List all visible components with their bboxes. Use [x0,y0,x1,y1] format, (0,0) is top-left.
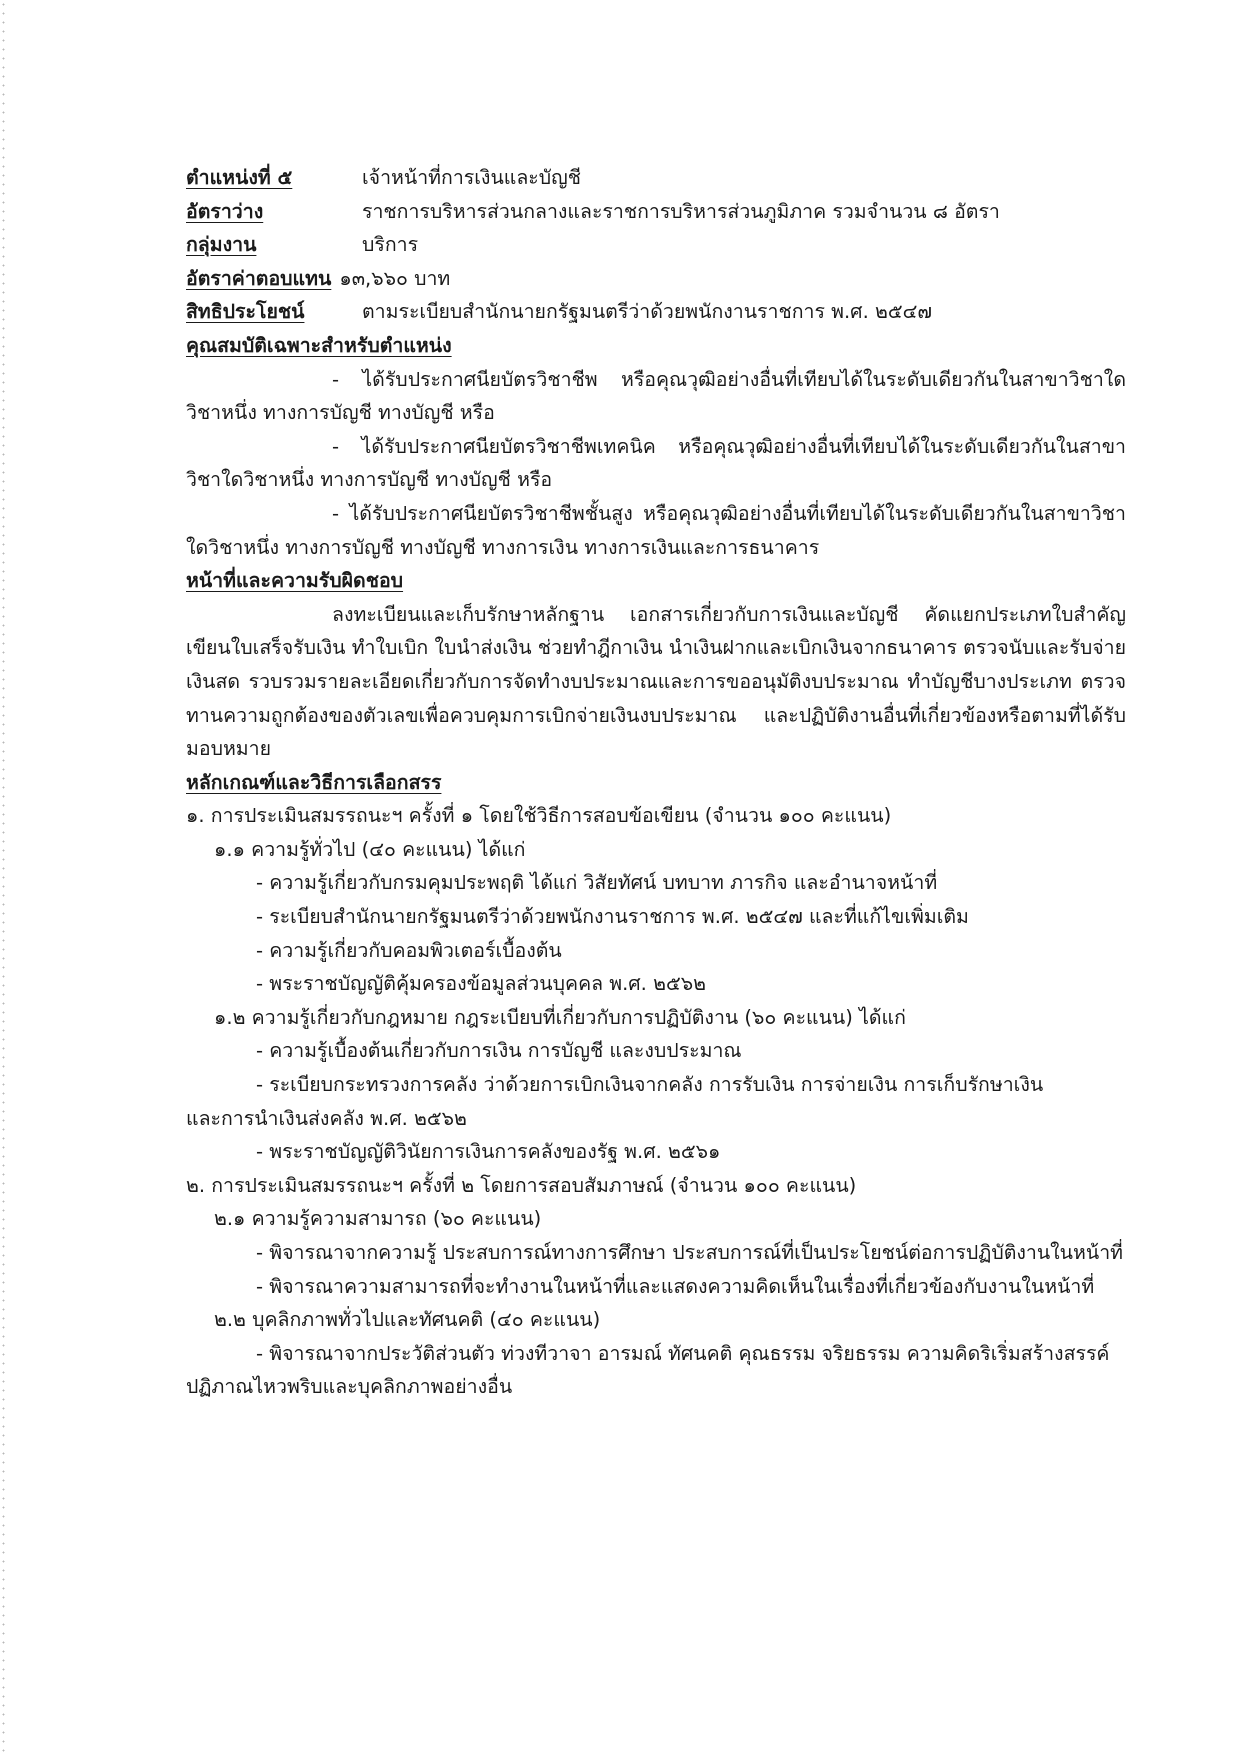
section-1-2-item-continued: และการนำเงินส่งคลัง พ.ศ. ๒๕๖๒ [186,1106,467,1130]
section-1-title: ๑. การประเมินสมรรถนะฯ ครั้งที่ ๑ โดยใช้วิธีการสอบข้อเขียน (จำนวน ๑๐๐ คะแนน) [186,804,892,828]
benefits-row [186,295,1126,329]
duties-heading: หน้าที่และความรับผิดชอบ [186,569,404,593]
selection-heading: หลักเกณฑ์และวิธีการเลือกสรร [186,770,442,794]
section-2-1-item: - พิจารณาความสามารถที่จะทำงานในหน้าที่และแสดงความคิดเห็นในเรื่องที่เกี่ยวข้องกับงานในหน้าที่ [256,1274,1095,1298]
section-2-title: ๒. การประเมินสมรรถนะฯ ครั้งที่ ๒ โดยการสอบสัมภาษณ์ (จำนวน ๑๐๐ คะแนน) [186,1173,857,1197]
section-2-1-item: - พิจารณาจากความรู้ ประสบการณ์ทางการศึกษา ประสบการณ์ที่เป็นประโยชน์ต่อการปฏิบัติงานในหน้าที่ [256,1241,1123,1264]
scan-margin-marks [2,0,5,1754]
benefits-value: ตามระเบียบสำนักนายกรัฐมนตรีว่าด้วยพนักงานราชการ พ.ศ. ๒๕๔๗ [362,300,932,324]
position-label: ตำแหน่งที่ ๕ [186,166,293,189]
section-1-1-item: - พระราชบัญญัติคุ้มครองข้อมูลส่วนบุคคล พ.ศ. ๒๕๖๒ [256,972,706,996]
group-label: กลุ่มงาน [186,233,257,257]
section-1-1-item: - ความรู้เกี่ยวกับกรมคุมประพฤติ ได้แก่ วิสัยทัศน์ บทบาท ภารกิจ และอำนาจหน้าที่ [256,871,938,895]
section-1-2-item: - ความรู้เบื้องต้นเกี่ยวกับการเงิน การบัญชี และงบประมาณ [256,1039,742,1063]
section-1-1-title: ๑.๑ ความรู้ทั่วไป (๔๐ คะแนน) ได้แก่ [214,837,526,861]
qualification-item: - ได้รับประกาศนียบัตรวิชาชีพชั้นสูง หรือคุณวุฒิอย่างอื่นที่เทียบได้ในระดับเดียวกันในสาขาวิชาใดวิชาหนึ่ง ทางการบัญชี ทางบัญชี ทางการเงิน ทางการเงินและการธนาคาร [186,501,1126,559]
duties-text: ลงทะเบียนและเก็บรักษาหลักฐาน เอกสารเกี่ยวกับการเงินและบัญชี คัดแยกประเภทใบสำคัญ เขียนใบเสร็จรับเงิน ทำใบเบิก ใบนำส่งเงิน ช่วยทำฎีกาเงิน นำเงินฝากและเบิกเงินจากธนาคาร ตรวจนับและรับจ่ายเงินสด รวบรวมรายละเอียดเกี่ยวกับการจัดทำงบประมาณและการขออนุมัติงบประมาณ ทำบัญชีบางประเภท ตรวจทานความถูกต้องของตัวเลขเพื่อควบคุมการเบิกจ่ายเงินงบประมาณ และปฏิบัติงานอื่นที่เกี่ยวข้องหรือตามที่ได้รับมอบหมาย [186,602,1126,761]
qualifications-heading: คุณสมบัติเฉพาะสำหรับตำแหน่ง [186,333,452,357]
group-value: บริการ [362,233,419,257]
section-1-2-title: ๑.๒ ความรู้เกี่ยวกับกฎหมาย กฎระเบียบที่เกี่ยวกับการปฏิบัติงาน (๖๐ คะแนน) ได้แก่ [214,1005,906,1029]
group-row [186,228,1126,262]
salary-value: ๑๓,๖๖๐ บาท [339,266,451,290]
qualification-item: - ได้รับประกาศนียบัตรวิชาชีพเทคนิค หรือคุณวุฒิอย่างอื่นที่เทียบได้ในระดับเดียวกันในสาขาวิชาใดวิชาหนึ่ง ทางการบัญชี ทางบัญชี หรือ [186,434,1126,492]
section-1-2-item: - ระเบียบกระทรวงการคลัง ว่าด้วยการเบิกเงินจากคลัง การรับเงิน การจ่ายเงิน การเก็บรักษาเงิน [256,1073,1044,1097]
section-2-1-title: ๒.๑ ความรู้ความสามารถ (๖๐ คะแนน) [214,1207,542,1231]
section-1-1-item: - ความรู้เกี่ยวกับคอมพิวเตอร์เบื้องต้น [256,938,562,962]
vacancy-row [186,195,1126,229]
benefits-label: สิทธิประโยชน์ [186,300,305,324]
section-1-1-item: - ระเบียบสำนักนายกรัฐมนตรีว่าด้วยพนักงานราชการ พ.ศ. ๒๕๔๗ และที่แก้ไขเพิ่มเติม [256,905,969,929]
vacancy-value: ราชการบริหารส่วนกลางและราชการบริหารส่วนภูมิภาค รวมจำนวน ๘ อัตรา [362,199,1000,223]
section-2-2-item: - พิจารณาจากประวัติส่วนตัว ท่วงทีวาจา อารมณ์ ทัศนคติ คุณธรรม จริยธรรม ความคิดริเริ่มสร้างสรรค์ [256,1341,1110,1365]
document-page [186,161,1126,1404]
vacancy-label: อัตราว่าง [186,199,264,223]
section-2-2-title: ๒.๒ บุคลิกภาพทั่วไปและทัศนคติ (๔๐ คะแนน) [214,1308,601,1332]
salary-row [186,262,1126,296]
position-value: เจ้าหน้าที่การเงินและบัญชี [362,166,581,189]
section-2-2-item-continued: ปฏิภาณไหวพริบและบุคลิกภาพอย่างอื่น [186,1375,513,1399]
qualification-item: - ได้รับประกาศนียบัตรวิชาชีพ หรือคุณวุฒิอย่างอื่นที่เทียบได้ในระดับเดียวกันในสาขาวิชาใดวิชาหนึ่ง ทางการบัญชี ทางบัญชี หรือ [186,367,1126,425]
position-row [186,161,1126,195]
salary-label: อัตราค่าตอบแทน [186,266,332,290]
section-1-2-item: - พระราชบัญญัติวินัยการเงินการคลังของรัฐ พ.ศ. ๒๕๖๑ [256,1140,721,1164]
